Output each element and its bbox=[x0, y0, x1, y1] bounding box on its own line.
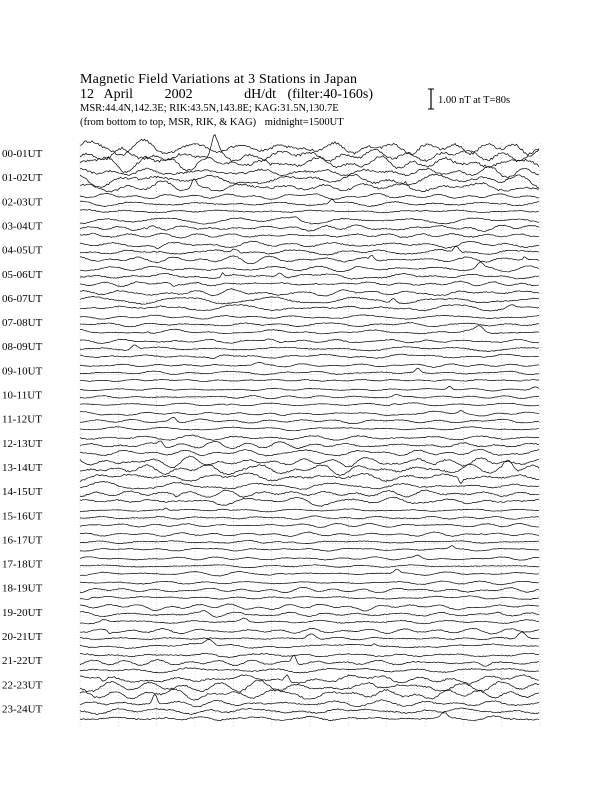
trace-kag bbox=[80, 362, 539, 367]
trace-rik bbox=[80, 135, 539, 162]
trace-rik bbox=[80, 708, 539, 715]
trace-rik bbox=[80, 345, 539, 352]
chart-title: Magnetic Field Variations at 3 Stations in Japan bbox=[80, 72, 358, 87]
trace-msr bbox=[80, 403, 539, 406]
quantity-label: dH/dt bbox=[244, 87, 276, 102]
trace-kag bbox=[80, 339, 539, 344]
hour-label: 13-14UT bbox=[2, 461, 43, 474]
order-note: (from bottom to top, MSR, RIK, & KAG) bbox=[80, 117, 257, 128]
trace-kag bbox=[80, 604, 539, 611]
trace-kag bbox=[80, 532, 539, 536]
trace-kag bbox=[80, 435, 539, 440]
trace-rik bbox=[80, 655, 539, 666]
trace-rik bbox=[80, 273, 539, 279]
trace-rik bbox=[80, 632, 539, 640]
trace-rik bbox=[80, 323, 539, 327]
date-month: April bbox=[103, 87, 134, 102]
trace-msr bbox=[80, 618, 539, 624]
hour-label: 04-05UT bbox=[2, 244, 43, 257]
trace-msr bbox=[80, 569, 539, 576]
trace-kag bbox=[80, 289, 539, 296]
hour-label: 08-09UT bbox=[2, 341, 43, 354]
trace-rik bbox=[80, 516, 539, 520]
hour-label: 10-11UT bbox=[2, 389, 42, 402]
trace-msr bbox=[80, 281, 539, 287]
trace-rik bbox=[80, 610, 539, 617]
trace-msr bbox=[80, 713, 539, 721]
trace-msr bbox=[80, 179, 539, 192]
hour-label: 06-07UT bbox=[2, 292, 43, 305]
trace-rik bbox=[80, 296, 539, 304]
trace-kag bbox=[80, 628, 539, 634]
trace-msr bbox=[80, 639, 539, 648]
trace-msr bbox=[80, 354, 539, 359]
trace-rik bbox=[80, 394, 539, 398]
hour-label: 19-20UT bbox=[2, 606, 43, 619]
trace-kag bbox=[80, 217, 539, 224]
trace-rik bbox=[80, 441, 539, 449]
hour-label: 07-08UT bbox=[2, 317, 43, 330]
trace-msr bbox=[80, 209, 539, 212]
trace-rik bbox=[80, 587, 539, 592]
hour-label: 11-12UT bbox=[2, 413, 42, 426]
trace-msr bbox=[80, 668, 539, 674]
hour-label: 01-02UT bbox=[2, 172, 43, 185]
trace-msr bbox=[80, 256, 539, 264]
trace-kag bbox=[80, 481, 539, 489]
hour-label: 16-17UT bbox=[2, 534, 43, 547]
trace-msr bbox=[80, 523, 539, 527]
trace-msr bbox=[80, 689, 539, 700]
date-year: 2002 bbox=[164, 87, 193, 102]
hour-label: 05-06UT bbox=[2, 268, 43, 281]
trace-kag bbox=[80, 139, 539, 156]
scale-bar-label: 1.00 nT at T=80s bbox=[438, 95, 511, 106]
hour-label: 17-18UT bbox=[2, 558, 43, 571]
trace-kag bbox=[80, 694, 539, 706]
hour-label: 15-16UT bbox=[2, 510, 43, 523]
trace-kag bbox=[80, 508, 539, 512]
hour-label: 23-24UT bbox=[2, 703, 43, 716]
trace-rik bbox=[80, 565, 539, 568]
trace-kag bbox=[80, 241, 539, 248]
traces bbox=[80, 135, 539, 721]
hour-label: 20-21UT bbox=[2, 631, 43, 643]
trace-msr bbox=[80, 473, 539, 483]
trace-kag bbox=[80, 411, 539, 416]
trace-kag bbox=[80, 262, 539, 272]
trace-kag bbox=[80, 386, 539, 391]
trace-kag bbox=[80, 653, 539, 657]
hour-label: 12-13UT bbox=[2, 437, 43, 450]
trace-msr bbox=[80, 379, 539, 381]
trace-msr bbox=[80, 546, 539, 552]
filter-label: (filter:40-160s) bbox=[287, 87, 373, 102]
hour-label: 03-04UT bbox=[2, 220, 43, 233]
trace-msr bbox=[80, 427, 539, 431]
trace-rik bbox=[80, 680, 539, 692]
trace-kag bbox=[80, 555, 539, 560]
hour-label: 02-03UT bbox=[2, 196, 43, 209]
trace-msr bbox=[80, 449, 539, 456]
station-coordinates: MSR:44.4N,142.3E; RIK:43.5N,143.8E; KAG:31.5N,130.7E bbox=[80, 103, 339, 114]
trace-rik bbox=[80, 460, 539, 475]
hour-label: 14-15UT bbox=[2, 486, 43, 499]
hour-label: 09-10UT bbox=[2, 365, 43, 378]
trace-rik bbox=[80, 490, 539, 497]
trace-msr bbox=[80, 305, 539, 312]
trace-kag bbox=[80, 581, 539, 585]
trace-rik bbox=[80, 225, 539, 232]
hour-label: 18-19UT bbox=[2, 582, 43, 595]
trace-kag bbox=[80, 194, 539, 200]
midnight-note: midnight=1500UT bbox=[264, 117, 344, 128]
trace-msr bbox=[80, 326, 539, 334]
trace-msr bbox=[80, 233, 539, 238]
trace-msr bbox=[80, 596, 539, 600]
hour-label: 21-22UT bbox=[2, 655, 43, 668]
trace-rik bbox=[80, 368, 539, 375]
trace-kag bbox=[80, 315, 539, 319]
date-day: 12 bbox=[80, 87, 94, 102]
hour-label: 22-23UT bbox=[2, 679, 43, 692]
hour-labels bbox=[2, 148, 43, 715]
hour-label: 00-01UT bbox=[2, 148, 43, 160]
trace-msr bbox=[80, 497, 539, 506]
trace-rik bbox=[80, 246, 539, 255]
trace-msr bbox=[80, 156, 539, 173]
trace-kag bbox=[80, 166, 539, 178]
